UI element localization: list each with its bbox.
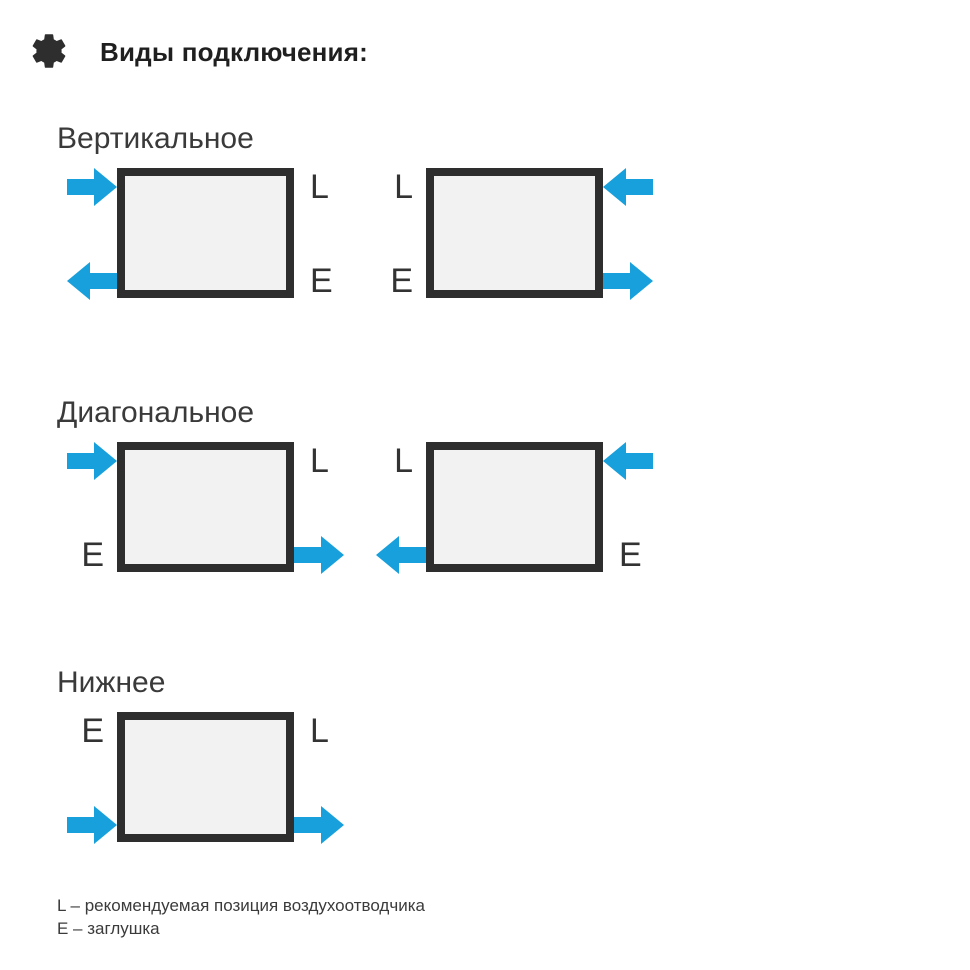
flow-arrow-right-icon — [603, 262, 658, 300]
flow-arrow-right-icon — [294, 806, 349, 844]
legend-line-l: L – рекомендуемая позиция воздухоотводчика — [57, 896, 425, 915]
gear-icon — [28, 30, 70, 72]
port-letter-E — [62, 536, 117, 574]
port-letter-L — [294, 168, 349, 206]
legend — [57, 894, 425, 940]
diagram-row — [62, 712, 970, 842]
radiator-diagram — [62, 442, 349, 572]
letter-label: E — [81, 536, 104, 574]
radiator-diagram — [371, 442, 658, 572]
letter-label: L — [310, 712, 329, 750]
flow-arrow-right-icon — [62, 168, 117, 206]
port-letter-L — [294, 712, 349, 750]
radiator-rect — [117, 712, 294, 842]
flow-arrow-left-icon — [62, 262, 117, 300]
section-bottom — [0, 664, 970, 842]
letter-label: E — [81, 712, 104, 750]
letter-label: L — [310, 442, 329, 480]
letter-label: E — [390, 262, 413, 300]
port-letter-L — [294, 442, 349, 480]
port-letter-L — [371, 442, 426, 480]
radiator-rect — [426, 168, 603, 298]
diagram-row — [62, 168, 970, 298]
flow-arrow-left-icon — [371, 536, 426, 574]
letter-label: L — [394, 442, 413, 480]
radiator-rect — [117, 168, 294, 298]
port-letter-E — [371, 262, 426, 300]
section-label: Вертикальное — [57, 122, 254, 155]
letter-label: E — [619, 536, 642, 574]
radiator-diagram — [371, 168, 658, 298]
radiator-rect — [426, 442, 603, 572]
flow-arrow-left-icon — [603, 442, 658, 480]
section-label: Диагональное — [57, 396, 255, 429]
page-title: Виды подключения: — [100, 37, 368, 67]
port-letter-L — [371, 168, 426, 206]
port-letter-E — [294, 262, 349, 300]
diagram-row — [62, 442, 970, 572]
letter-label: L — [394, 168, 413, 206]
radiator-rect — [117, 442, 294, 572]
radiator-diagram — [62, 712, 349, 842]
section-diagonal — [0, 394, 970, 572]
flow-arrow-left-icon — [603, 168, 658, 206]
legend-line-e: E – заглушка — [57, 919, 160, 938]
letter-label: L — [310, 168, 329, 206]
flow-arrow-right-icon — [294, 536, 349, 574]
radiator-diagram — [62, 168, 349, 298]
page-header — [0, 0, 970, 90]
flow-arrow-right-icon — [62, 806, 117, 844]
letter-label: E — [310, 262, 333, 300]
section-label: Нижнее — [57, 666, 166, 699]
section-vertical — [0, 120, 970, 298]
port-letter-E — [62, 712, 117, 750]
port-letter-E — [603, 536, 658, 574]
flow-arrow-right-icon — [62, 442, 117, 480]
